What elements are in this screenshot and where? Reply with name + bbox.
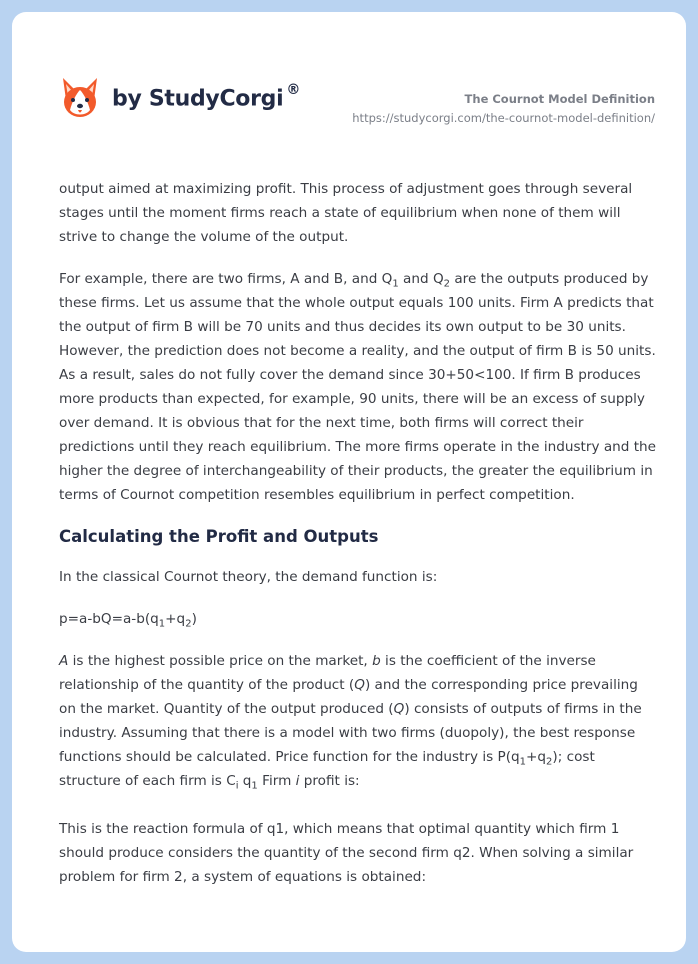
article-content [59,177,659,907]
brand-name: by StudyCorgi ® [112,81,301,112]
paragraph-2: For example, there are two firms, A and B, and $Q_1$ and $Q_2$ are the outputs produced by these firms. Let us assume that the whole output equals 100 units. Firm A predicts that the output of firm B will be 70 units and thus decides its own output to be 30 units. However, the prediction does not become a reality, and the output of firm B is 50 units. As a result, sales do not fully cover the demand since 30+50<100. If firm B produces more products than expected, for example, 90 units, there will be an excess of supply over demand. It is obvious that for the next time, both firms will correct their predictions until they reach equilibrium. The more firms operate in the industry and the higher the degree of interchangeability of their products, the greater the equilibrium in terms of Cournot competition resembles equilibrium in perfect competition. [59,271,657,503]
corgi-icon [60,76,100,120]
paragraph-3: In the classical Cournot theory, the demand function is: [59,569,438,585]
paragraph-5: This is the reaction formula of q1, which means that optimal quantity which firm 1 should produce considers the quantity of the second firm q2. When solving a similar problem for firm 2, a system of equations is obtained: [59,821,634,885]
document-url[interactable]: https://studycorgi.com/the-cournot-model-definition/ [352,111,655,125]
registered-mark: ® [286,81,301,98]
document-page [12,12,686,952]
paragraph-1: output aimed at maximizing profit. This process of adjustment goes through several stages until the moment firms reach a state of equilibrium when none of them will strive to change the volume of the output. [59,181,633,245]
document-meta [352,92,655,125]
paragraph-4: A is the highest possible price on the market, b is the coefficient of the inverse relationship of the quantity of the product (Q) and the corresponding price prevailing on the market. Quantity of the output produced (Q) consists of outputs of firms in the industry. Assuming that there is a model with two firms (duopoly), the best response functions should be calculated. Price function for the industry is $P(q_1+q_2)$; cost structure of each firm is $C_i$ $q_1$ Firm i profit is: [59,653,642,792]
page-header [12,12,686,142]
section-heading: Calculating the Profit and Outputs [59,527,379,546]
document-title: The Cournot Model Definition [464,92,655,106]
demand-formula: $p=a-bQ=a-b(q_1+q_2)$ [59,611,197,630]
studycorgi-logo[interactable] [60,76,300,120]
